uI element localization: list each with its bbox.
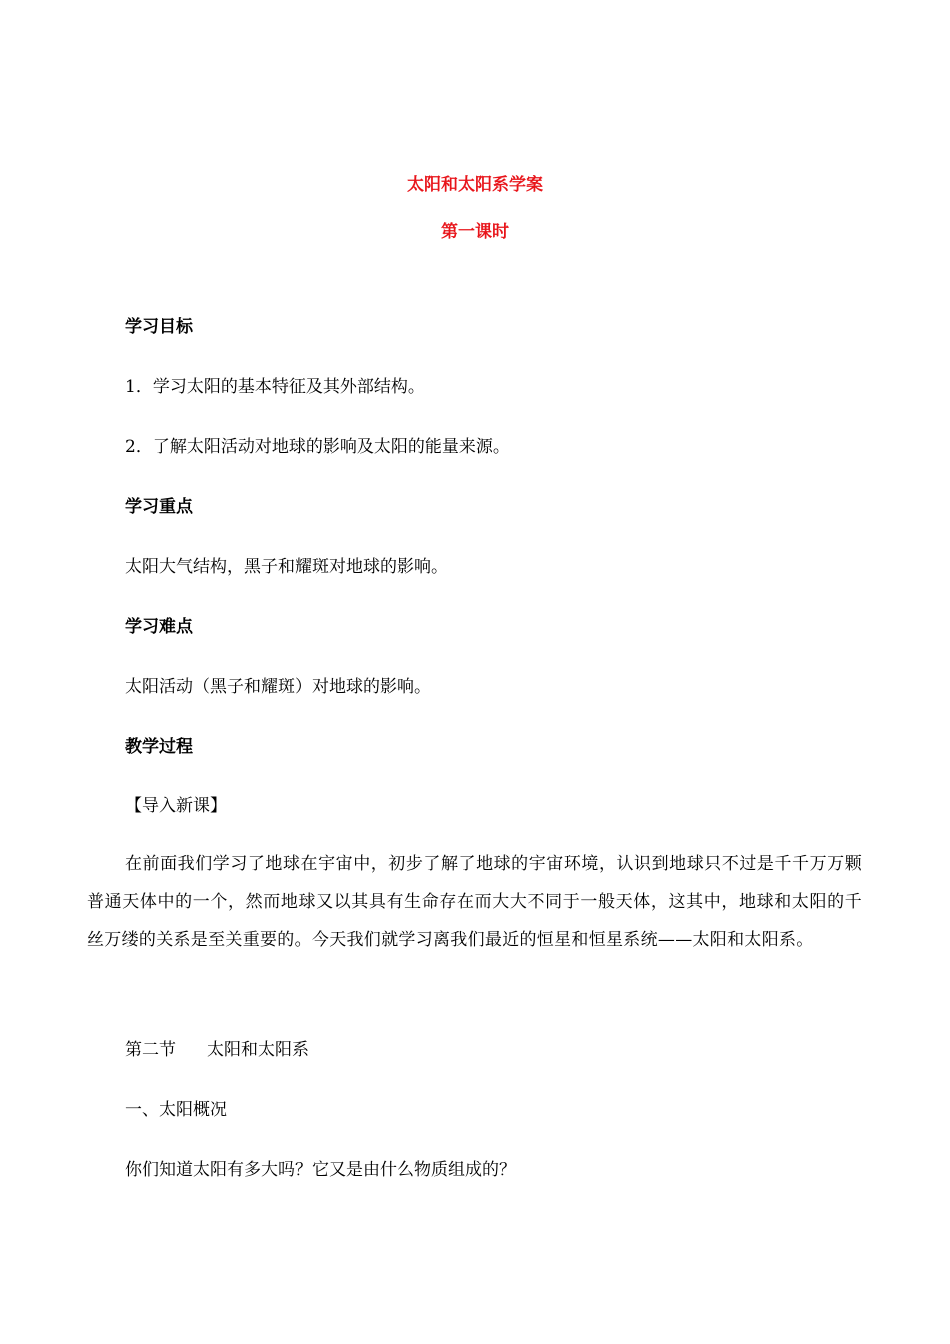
objective-item-2: 2．了解太阳活动对地球的影响及太阳的能量来源。	[125, 437, 510, 457]
question-text: 你们知道太阳有多大吗？它又是由什么物质组成的？	[125, 1160, 516, 1180]
document-subtitle: 第一课时	[441, 222, 509, 242]
objectives-heading: 学习目标	[125, 317, 193, 337]
section-heading	[125, 1039, 309, 1061]
key-points-text: 太阳大气结构，黑子和耀斑对地球的影响。	[125, 557, 448, 577]
intro-label: 【导入新课】	[125, 796, 227, 816]
section-title: 太阳和太阳系	[207, 1040, 309, 1060]
difficulties-heading: 学习难点	[125, 617, 193, 637]
process-heading: 教学过程	[125, 737, 193, 757]
section-number: 第二节	[125, 1040, 176, 1060]
difficulties-text: 太阳活动（黑子和耀斑）对地球的影响。	[125, 677, 431, 697]
subsection-heading: 一、太阳概况	[125, 1100, 227, 1120]
objective-item-1: 1．学习太阳的基本特征及其外部结构。	[125, 377, 425, 397]
key-points-heading: 学习重点	[125, 497, 193, 517]
document-title: 太阳和太阳系学案	[407, 175, 543, 195]
intro-paragraph: 在前面我们学习了地球在宇宙中，初步了解了地球的宇宙环境，认识到地球只不过是千千万万颗普通天体中的一个，然而地球又以其具有生命存在而大大不同于一般天体，这其中，地球和太阳的千丝万缕的关系是至关重要的。今天我们就学习离我们最近的恒星和恒星系统——太阳和太阳系。	[87, 854, 862, 950]
